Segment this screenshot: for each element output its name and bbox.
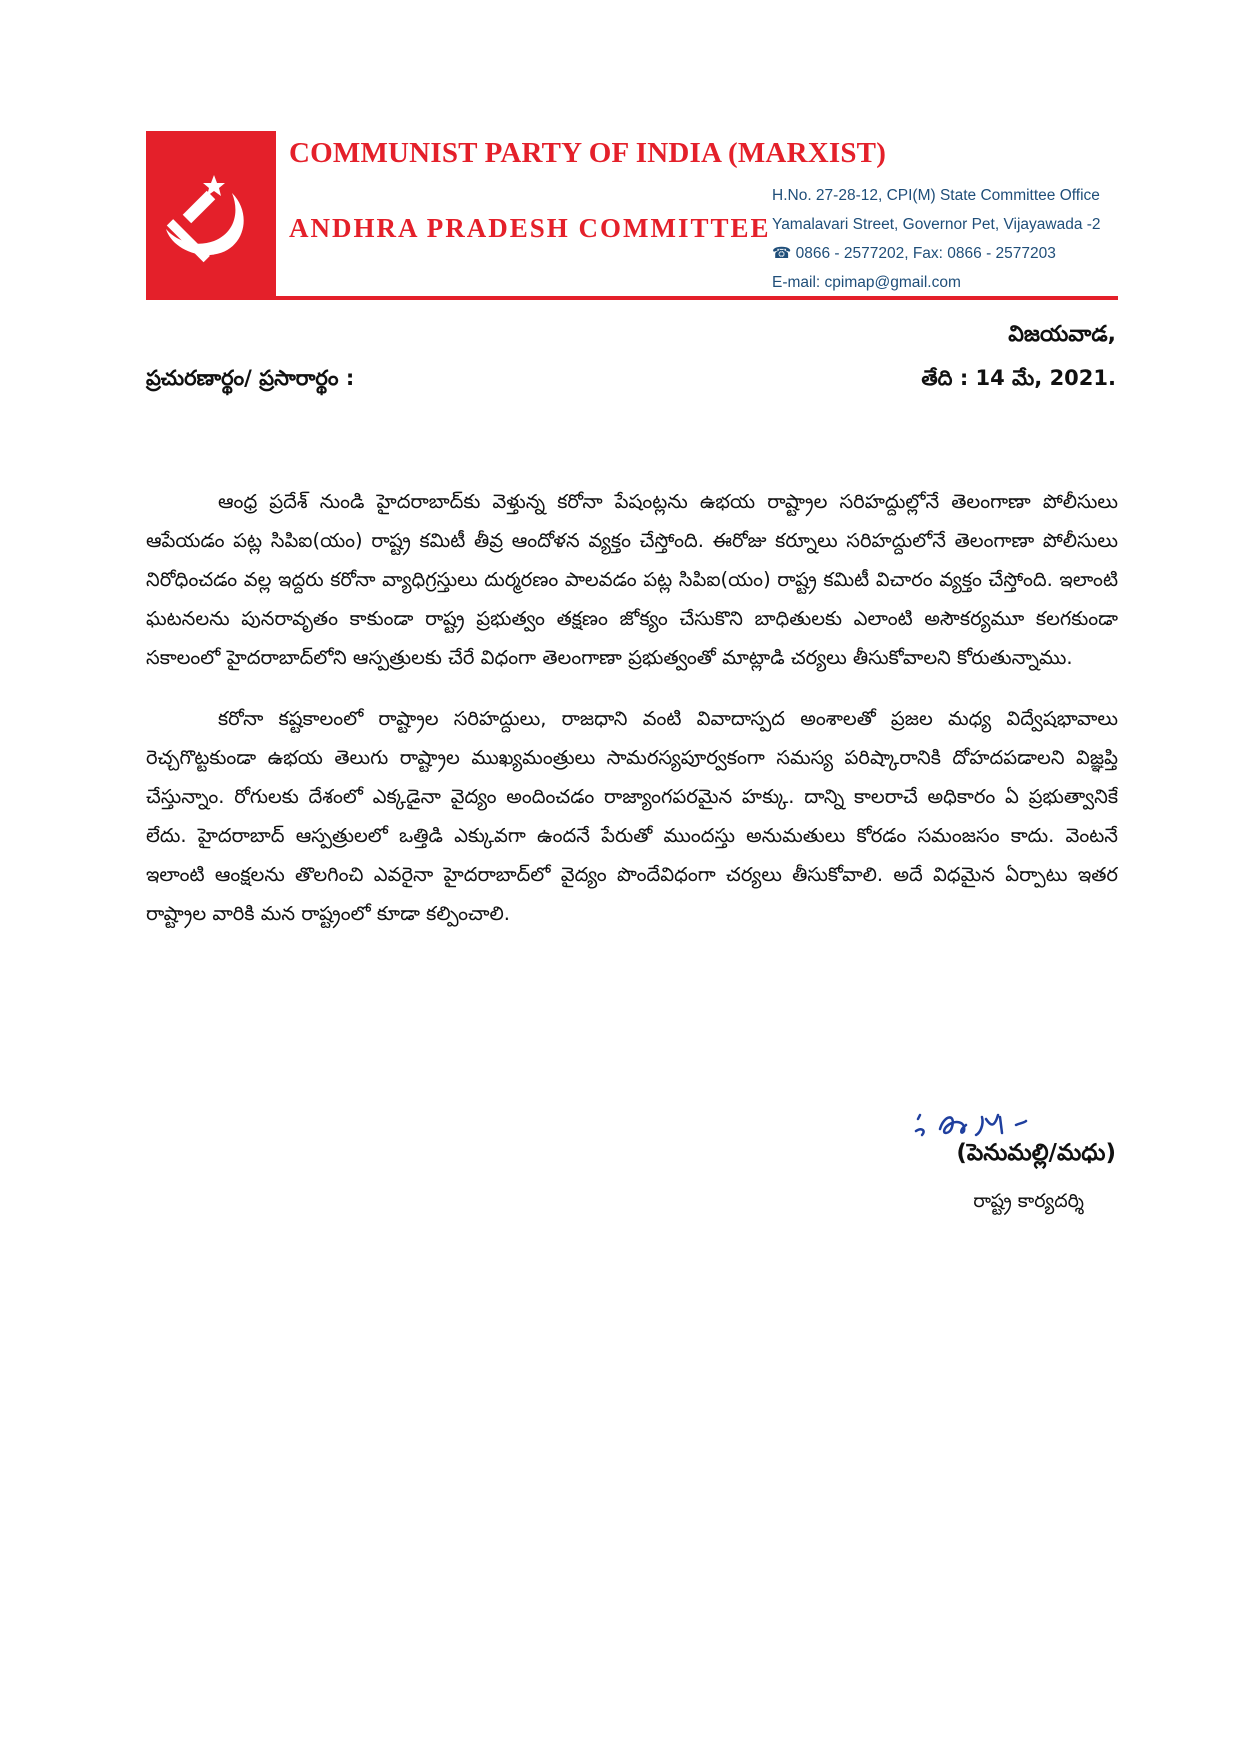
party-logo xyxy=(146,131,276,300)
paragraph-2: కరోనా కష్టకాలంలో రాష్ట్రాల సరిహద్దులు, రాజధాని వంటి వివాదాస్పద అంశాలతో ప్రజల మధ్య విద్వేషభావాలు రెచ్చగొట్టకుండా ఉభయ తెలుగు రాష్ట్రాల ముఖ్యమంత్రులు సామరస్యపూర్వకంగా సమస్య పరిష్కారానికి దోహదపడాలని విజ్ఞప్తి చేస్తున్నాం. రోగులకు దేశంలో ఎక్కడైనా వైద్యం అందించడం రాజ్యాంగపరమైన హక్కు. దాన్ని కాలరాచే అధికారం ఏ ప్రభుత్వానికే లేదు. హైదరాబాద్ ఆస్పత్రులలో ఒత్తిడి ఎక్కువగా ఉందనే పేరుతో ముందస్తు అనుమతులు కోరడం సమంజసం కాదు. వెంటనే ఇలాంటి ఆంక్షలను తొలగించి ఎవరైనా హైదరాబాద్‌లో వైద్యం పొందేవిధంగా చర్యలు తీసుకోవాలి. అదే విధమైన ఏర్పాటు ఇతర రాష్ట్రాల వారికి మన రాష్ట్రంలో కూడా కల్పించాలి. xyxy=(146,707,1118,925)
signatory-name: (పెనుమల్లి/మధు) xyxy=(956,1140,1116,1166)
phone-fax: ☎ 0866 - 2577202, Fax: 0866 - 2577203 xyxy=(772,245,1056,262)
contact-block xyxy=(772,181,1101,297)
email: E-mail: cpimap@gmail.com xyxy=(772,274,961,291)
letter-body xyxy=(146,482,1118,955)
paragraph-1: ఆంధ్ర ప్రదేశ్ నుండి హైదరాబాద్‌కు వెళ్తున్న కరోనా పేషంట్లను ఉభయ రాష్ట్రాల సరిహద్దుల్లోనే తెలంగాణా పోలీసులు ఆపేయడం పట్ల సిపిఐ(యం) రాష్ట్ర కమిటీ తీవ్ర ఆందోళన వ్యక్తం చేస్తోంది. ఈరోజు కర్నూలు సరిహద్దులోనే తెలంగాణా పోలీసులు నిరోధించడం వల్ల ఇద్దరు కరోనా వ్యాధిగ్రస్తులు దుర్మరణం పాలవడం పట్ల సిపిఐ(యం) రాష్ట్ర కమిటీ విచారం వ్యక్తం చేస్తోంది. ఇలాంటి ఘటనలను పునరావృతం కాకుండా రాష్ట్ర ప్రభుత్వం తక్షణం జోక్యం చేసుకొని బాధితులకు ఎలాంటి అసౌకర్యమూ కలగకుండా సకాలంలో హైదరాబాద్‌లోని ఆస్పత్రులకు చేరే విధంగా తెలంగాణా ప్రభుత్వంతో మాట్లాడి చర్యలు తీసుకోవాలని కోరుతున్నాము. xyxy=(146,490,1118,669)
hammer-sickle-star-icon xyxy=(154,171,266,263)
signatory-designation: రాష్ట్ర కార్యదర్శి xyxy=(973,1190,1084,1212)
letterhead-divider xyxy=(146,296,1118,300)
org-name: COMMUNIST PARTY OF INDIA (MARXIST) xyxy=(289,137,887,169)
letterhead xyxy=(146,131,1118,300)
committee-name: ANDHRA PRADESH COMMITTEE xyxy=(289,213,771,243)
place: విజయవాడ, xyxy=(1008,322,1116,347)
for-publication-label: ప్రచురణార్థం/ ప్రసారార్థం : xyxy=(146,366,355,390)
date: తేది : 14 మే, 2021. xyxy=(921,366,1116,390)
address-line-1: H.No. 27-28-12, CPI(M) State Committee Office xyxy=(772,187,1100,204)
address-line-2: Yamalavari Street, Governor Pet, Vijayawada -2 xyxy=(772,216,1101,233)
